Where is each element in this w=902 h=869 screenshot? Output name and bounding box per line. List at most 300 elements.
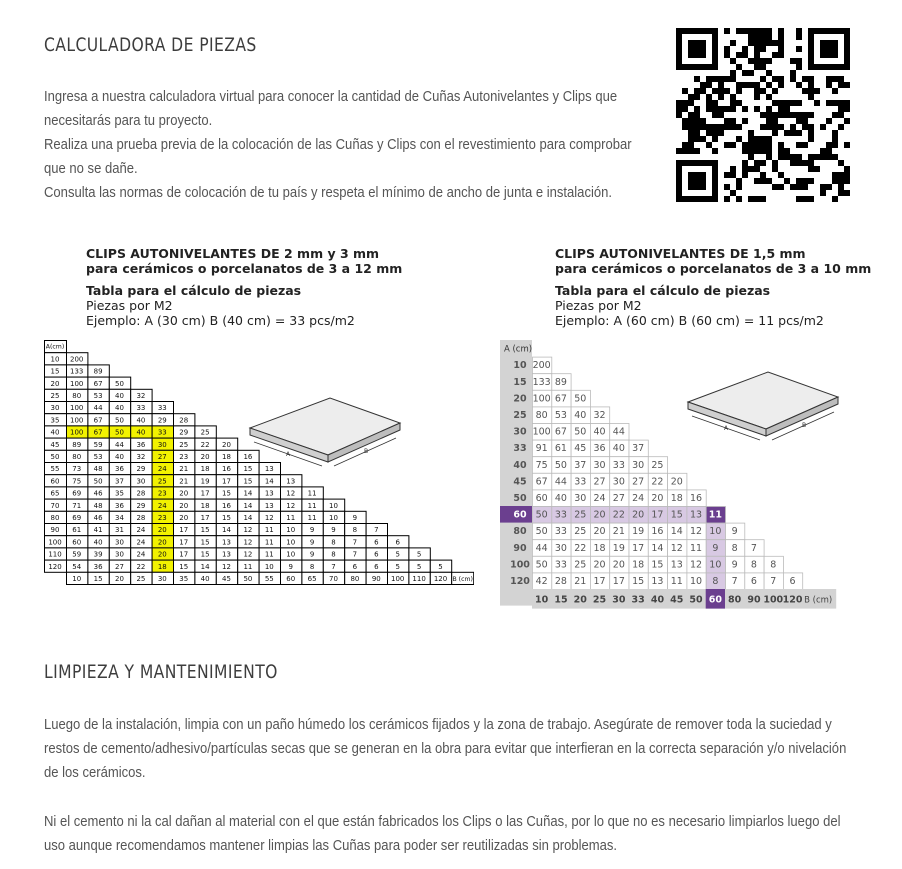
table1-cell-value: 46 <box>93 489 103 498</box>
table1-cell-value: 6 <box>374 550 379 559</box>
cleaning-line-1: Luego de la instalación, limpia con un paño húmedo los cerámicos fijados y la zona de trabajo. Asegúrate de remover toda la suciedad y <box>44 716 832 733</box>
table1-row-label: 25 <box>50 392 60 400</box>
table1-cell-value: 30 <box>115 550 124 559</box>
clips-1-5mm-table <box>500 340 862 614</box>
table1-cell-value: 89 <box>72 440 82 449</box>
table1-cell-value: 12 <box>243 526 253 535</box>
table1-cell-value: 36 <box>115 465 124 474</box>
table2-cell-value: 13 <box>670 559 683 571</box>
table1-cell-value: 80 <box>72 453 82 461</box>
table2-cell-value: 20 <box>651 493 664 504</box>
table2-cell-value: 17 <box>651 509 664 521</box>
table1-row-label: 10 <box>50 355 60 364</box>
table1-cell-value: 100 <box>70 379 84 388</box>
table2-cell-value: 44 <box>612 426 625 438</box>
table1-cell-value: 73 <box>72 465 82 474</box>
table2-cell-value: 20 <box>593 509 606 521</box>
svg-text:A: A <box>286 451 291 458</box>
table2-cell-value: 24 <box>593 493 606 504</box>
table1-cell-value: 20 <box>222 440 231 449</box>
table1-cell-value: 44 <box>115 440 124 449</box>
table2-cell-value: 32 <box>593 410 606 421</box>
table2-cell-value: 19 <box>632 526 645 538</box>
table1-cell-value: 53 <box>93 453 103 461</box>
table1-cell-value: 18 <box>200 465 210 474</box>
table1-cell-value: 14 <box>264 477 274 486</box>
table1-cell-value: 12 <box>243 538 253 547</box>
table1-cell-value: 29 <box>179 428 189 437</box>
intro-line-1: Ingresa a nuestra calculadora virtual para conocer la cantidad de Cuñas Autonivelantes y Clips que <box>44 88 618 105</box>
table2-cell-value: 200 <box>532 360 551 372</box>
table2-col-label: 80 <box>728 594 742 606</box>
table1-cell-value: 50 <box>93 477 103 486</box>
table2-cell-value: 20 <box>670 476 683 488</box>
table1-cell-value: 30 <box>115 538 124 547</box>
table1-cell-value: 59 <box>93 440 103 449</box>
table2-cell-value: 42 <box>535 576 548 587</box>
table1-cell-value: 15 <box>200 538 210 547</box>
table1-cell-value: 15 <box>222 489 231 498</box>
table1-cell-value: 5 <box>416 550 422 559</box>
table1-cell-value: 60 <box>72 538 82 547</box>
table2-cell-value: 67 <box>554 426 567 438</box>
table2-row-label: 100 <box>510 559 530 571</box>
table1-cell-value: 10 <box>329 501 338 510</box>
table2-cell-value: 16 <box>690 493 703 504</box>
table1-cell-value: 13 <box>264 465 274 474</box>
table2-cell-value: 45 <box>574 443 587 455</box>
table1-row-label: 60 <box>50 477 60 486</box>
table2-axis-b-label: B (cm) <box>804 595 833 606</box>
table2-cell-value: 8 <box>770 559 777 571</box>
table2-cell-value: 14 <box>670 526 683 538</box>
table1-cell-value: 7 <box>331 562 336 571</box>
clips-2-3mm-table <box>44 340 474 614</box>
table2-row-label: 60 <box>513 509 527 521</box>
table2-cell-value: 11 <box>670 576 683 587</box>
table1-col-label: 45 <box>222 575 231 583</box>
table1-cell-value: 15 <box>222 514 231 522</box>
table1-cell-value: 33 <box>136 404 146 413</box>
table1-cell-value: 13 <box>222 538 231 547</box>
table2-cell-value: 60 <box>535 493 548 504</box>
table2-cell-value: 10 <box>709 526 722 538</box>
table1-cell-value: 67 <box>93 379 103 388</box>
table2-col-label: 15 <box>554 594 568 606</box>
table1-cell-value: 13 <box>286 477 296 486</box>
table1-cell-value: 20 <box>157 526 167 535</box>
table2-cell-value: 22 <box>612 509 625 521</box>
table1-cell-value: 10 <box>329 514 338 522</box>
table1-cell-value: 31 <box>115 526 124 535</box>
table2-cell-value: 21 <box>574 576 587 587</box>
table2-col-label: 40 <box>650 594 665 606</box>
table1-cell-value: 28 <box>136 489 146 498</box>
table1-cell-value: 20 <box>200 453 210 461</box>
table1-cell-value: 20 <box>179 514 189 522</box>
table2-cell-value: 11 <box>690 542 703 554</box>
table1-cell-value: 6 <box>374 538 379 547</box>
table1-cell-value: 29 <box>136 465 146 474</box>
table2-tile-illustration <box>688 372 838 440</box>
table1-cell-value: 10 <box>286 526 296 535</box>
table2-cell-value: 25 <box>574 509 587 521</box>
intro-line-5: Consulta las normas de colocación de tu país y respeta el mínimo de ancho de junta e instalación. <box>44 184 613 201</box>
table2-row-label: 30 <box>513 426 527 438</box>
table2-cell-value: 12 <box>690 559 703 571</box>
table2-col-label: 90 <box>747 594 761 606</box>
table2-cell-value: 27 <box>612 493 625 504</box>
table1-cell-value: 29 <box>157 416 167 425</box>
table1-cell-value: 29 <box>136 501 146 510</box>
table2-row-label: 50 <box>513 493 527 504</box>
table1-col-label: 120 <box>433 575 448 583</box>
table1-cell-value: 69 <box>72 514 82 522</box>
table2-col-label: 60 <box>708 594 722 606</box>
table1-col-label: 35 <box>179 575 189 583</box>
table2-row-label: 10 <box>513 360 527 372</box>
svg-text:B: B <box>802 422 807 429</box>
table1-cell-value: 21 <box>179 477 189 486</box>
table1-cell-value: 20 <box>179 501 189 510</box>
intro-line-4: que no se dañe. <box>44 160 138 177</box>
table2-cell-value: 25 <box>574 526 587 538</box>
table1-cell-value: 36 <box>136 440 146 449</box>
table1-cell-value: 16 <box>222 465 231 474</box>
table1-row-label: 100 <box>48 538 62 547</box>
table1-cell-value: 9 <box>309 538 315 547</box>
table2-cell-value: 27 <box>593 476 606 488</box>
table1-note-1: Piezas por M2 <box>86 298 173 313</box>
table2-cell-value: 37 <box>574 459 587 471</box>
table1-col-label: 110 <box>412 575 426 583</box>
table1-row-label: 90 <box>50 526 60 535</box>
table1-cells <box>45 341 474 585</box>
table1-cell-value: 9 <box>288 562 293 571</box>
table2-cell-value: 20 <box>593 526 606 538</box>
table1-cell-value: 18 <box>157 562 167 571</box>
table1-row-label: 20 <box>50 379 60 388</box>
table2-cell-value: 15 <box>651 559 664 571</box>
table1-cell-value: 9 <box>352 514 358 522</box>
table1-cell-value: 100 <box>70 404 84 413</box>
table2-row-label: 25 <box>513 410 527 421</box>
table1-cell-value: 50 <box>115 428 124 437</box>
table1-cell-value: 11 <box>307 501 317 510</box>
table1-cell-value: 40 <box>93 538 103 547</box>
table1-cell-value: 24 <box>157 501 167 510</box>
table1-cell-value: 12 <box>243 550 253 559</box>
table1-col-label: 70 <box>329 575 338 583</box>
table2-cell-value: 9 <box>712 542 719 554</box>
table2-cell-value: 25 <box>574 559 587 571</box>
table1-cell-value: 80 <box>72 392 82 400</box>
table2-row-label: 40 <box>513 459 527 471</box>
table2-note-1: Piezas por M2 <box>555 298 642 313</box>
table1-cell-value: 12 <box>264 514 274 522</box>
table1-row-label: 120 <box>48 562 62 571</box>
section-title-calculadora: CALCULADORA DE PIEZAS <box>44 34 257 56</box>
table1-cell-value: 33 <box>157 428 167 437</box>
table1-cell-value: 25 <box>200 428 210 437</box>
table2-cell-value: 75 <box>535 459 548 471</box>
table1-cell-value: 11 <box>264 538 274 547</box>
table1-cell-value: 40 <box>115 392 124 400</box>
table1-cell-value: 11 <box>307 514 317 522</box>
table2-cell-value: 17 <box>632 542 645 554</box>
table1-cell-value: 40 <box>136 428 146 437</box>
table2-cell-value: 22 <box>651 476 664 488</box>
table1-col-label: 80 <box>350 575 360 583</box>
table2-cell-value: 20 <box>593 559 606 571</box>
table1-cell-value: 15 <box>243 477 253 486</box>
table1-cell-value: 11 <box>286 514 296 522</box>
table2-row-label: 15 <box>513 376 527 388</box>
table1-cell-value: 15 <box>179 562 189 571</box>
table1-cell-value: 25 <box>157 477 167 486</box>
table1-heading <box>86 246 402 328</box>
table1-col-label: 50 <box>243 575 253 583</box>
table1-cell-value: 27 <box>157 453 167 461</box>
table1-cell-value: 9 <box>309 550 315 559</box>
table1-cell-value: 6 <box>395 538 400 547</box>
table1-cell-value: 23 <box>179 453 189 461</box>
table1-cell-value: 14 <box>200 562 210 571</box>
table2-cell-value: 30 <box>632 459 645 471</box>
table2-col-label: 30 <box>612 594 626 606</box>
table1-col-label: 20 <box>115 575 124 583</box>
table1-cell-value: 16 <box>222 501 231 510</box>
table2-cell-value: 133 <box>532 376 551 388</box>
table1-cell-value: 17 <box>200 514 210 522</box>
table1-cell-value: 67 <box>93 428 103 437</box>
table1-cell-value: 23 <box>157 489 167 498</box>
table1-cell-value: 7 <box>352 538 358 547</box>
table1-cell-value: 50 <box>115 416 124 425</box>
table1-subtitle: Tabla para el cálculo de piezas <box>86 283 302 298</box>
table1-cell-value: 9 <box>309 526 315 535</box>
table1-col-label: 90 <box>371 575 381 583</box>
table2-cell-value: 40 <box>574 410 587 421</box>
table2-cell-value: 9 <box>731 526 738 538</box>
table2-col-label: 25 <box>592 594 607 606</box>
table1-cell-value: 30 <box>157 440 167 449</box>
table2-cell-value: 50 <box>554 459 567 471</box>
table2-cell-value: 50 <box>535 526 548 538</box>
table2-cell-value: 30 <box>554 542 567 554</box>
table1-cell-value: 22 <box>200 440 210 449</box>
table1-cell-value: 41 <box>93 526 103 535</box>
cleaning-line-5: uso aunque recomendamos mantener limpias las Cuñas para poder ser reutilizadas sin problemas. <box>44 837 618 854</box>
table1-cell-value: 16 <box>243 453 253 461</box>
table2-note-2: Ejemplo: A (60 cm) B (60 cm) = 11 pcs/m2 <box>555 313 824 328</box>
table1-row-label: 40 <box>50 428 60 437</box>
table1-col-label: 55 <box>264 575 274 583</box>
table2-cell-value: 50 <box>574 426 587 438</box>
table2-cell-value: 20 <box>612 559 625 571</box>
table1-cell-value: 36 <box>115 501 124 510</box>
table1-cell-value: 34 <box>115 514 124 522</box>
table1-cell-value: 40 <box>115 453 124 461</box>
table1-cell-value: 50 <box>115 379 124 388</box>
table1-cell-value: 5 <box>416 562 422 571</box>
table2-col-label: 120 <box>782 594 803 606</box>
table2-cell-value: 12 <box>670 542 683 554</box>
table2-cell-value: 20 <box>632 509 645 521</box>
table1-cell-value: 59 <box>72 550 82 559</box>
table1-cell-value: 89 <box>93 367 103 376</box>
table1-cell-value: 13 <box>264 489 274 498</box>
table1-row-label: 50 <box>50 453 60 461</box>
table2-cell-value: 22 <box>574 542 587 554</box>
table2-col-label: 20 <box>573 594 587 606</box>
svg-text:B: B <box>364 448 369 455</box>
table1-cell-value: 39 <box>93 550 103 559</box>
table1-col-label: 30 <box>157 575 167 583</box>
table1-cell-value: 5 <box>438 562 443 571</box>
table1-col-label: 25 <box>136 575 146 583</box>
table2-cell-value: 44 <box>554 476 567 488</box>
table2-cell-value: 14 <box>651 542 664 554</box>
table2-row-label: 33 <box>513 443 527 455</box>
table2-title-line2: para cerámicos o porcelanatos de 3 a 10 mm <box>555 261 872 276</box>
table2-cell-value: 27 <box>632 476 645 488</box>
table2-row-label: 90 <box>513 542 527 554</box>
table1-axis-b-label: B (cm) <box>452 576 473 583</box>
table1-cell-value: 69 <box>72 489 82 498</box>
table1-cell-value: 32 <box>136 453 146 461</box>
table1-cell-value: 67 <box>93 416 103 425</box>
table1-cell-value: 11 <box>264 550 274 559</box>
table1-cell-value: 11 <box>243 562 253 571</box>
table1-cell-value: 36 <box>93 562 103 571</box>
table1-cell-value: 10 <box>264 562 274 571</box>
table1-cell-value: 100 <box>70 416 84 425</box>
table2-cell-value: 89 <box>554 376 567 388</box>
table1-cell-value: 133 <box>70 367 84 376</box>
table1-cell-value: 8 <box>352 526 358 535</box>
table1-cell-value: 8 <box>331 550 336 559</box>
table1-note-2: Ejemplo: A (30 cm) B (40 cm) = 33 pcs/m2 <box>86 313 355 328</box>
table1-cell-value: 6 <box>374 562 379 571</box>
table1-cell-value: 75 <box>72 477 82 486</box>
table1-cell-value: 12 <box>286 489 296 498</box>
table1-cell-value: 14 <box>222 526 231 535</box>
table1-cell-value: 28 <box>136 514 146 522</box>
table1-cell-value: 200 <box>70 355 84 364</box>
table2-row-label: 45 <box>513 476 527 488</box>
table1-row-label: 30 <box>50 404 60 413</box>
table1-cell-value: 5 <box>395 550 400 559</box>
table2-col-label: 45 <box>670 594 684 606</box>
table2-cell-value: 7 <box>731 576 738 587</box>
table2-subtitle: Tabla para el cálculo de piezas <box>555 283 771 298</box>
table1-cell-value: 10 <box>286 538 296 547</box>
table2-cell-value: 8 <box>712 576 719 587</box>
intro-line-2: necesitarás para tu proyecto. <box>44 112 213 129</box>
table1-cell-value: 8 <box>309 562 315 571</box>
table1-row-label: 70 <box>50 501 60 510</box>
table2-cell-value: 33 <box>554 526 567 538</box>
table1-row-label: 80 <box>50 514 60 522</box>
table2-cell-value: 50 <box>535 559 548 571</box>
table1-cell-value: 100 <box>70 428 84 437</box>
table2-cell-value: 50 <box>535 509 548 521</box>
table1-cell-value: 17 <box>179 550 189 559</box>
table1-cell-value: 53 <box>93 392 103 400</box>
table1-cell-value: 24 <box>136 550 146 559</box>
table1-cell-value: 27 <box>115 562 124 571</box>
table1-cell-value: 35 <box>115 489 124 498</box>
table1-cell-value: 30 <box>136 477 146 486</box>
table2-cell-value: 6 <box>789 576 796 587</box>
cleaning-line-2: restos de cemento/adhesivo/partículas secas que se generan en la obra para evitar que interfieran en la correcta separación y/o nivelación <box>44 740 847 757</box>
table1-cell-value: 18 <box>200 501 210 510</box>
table2-cell-value: 61 <box>554 443 567 455</box>
table1-row-label: 55 <box>50 465 60 474</box>
table1-cell-value: 15 <box>200 550 210 559</box>
table1-cell-value: 20 <box>179 489 189 498</box>
table1-cell-value: 19 <box>200 477 210 486</box>
table2-cell-value: 100 <box>532 426 551 438</box>
table2-cell-value: 30 <box>612 476 625 488</box>
table2-cell-value: 33 <box>554 509 567 521</box>
section-title-limpieza: LIMPIEZA Y MANTENIMIENTO <box>44 661 278 683</box>
table2-cell-value: 33 <box>574 476 587 488</box>
table1-cell-value: 46 <box>93 514 103 522</box>
table1-cell-value: 7 <box>374 526 379 535</box>
table1-cell-value: 23 <box>157 514 167 522</box>
table2-cell-value: 100 <box>532 393 551 405</box>
table2-corner-label: A (cm) <box>503 344 533 355</box>
table2-cell-value: 18 <box>632 559 645 571</box>
table2-col-label: 33 <box>631 594 645 606</box>
table2-cell-value: 33 <box>554 559 567 571</box>
table1-cell-value: 28 <box>179 416 189 425</box>
table1-cell-value: 17 <box>179 538 189 547</box>
table1-cell-value: 44 <box>93 404 103 413</box>
table1-row-label: 35 <box>50 416 60 425</box>
table1-tile-illustration <box>250 398 400 466</box>
table2-cell-value: 37 <box>632 443 645 455</box>
table2-cell-value: 15 <box>670 509 683 521</box>
table1-cell-value: 17 <box>200 489 210 498</box>
table1-cell-value: 7 <box>352 550 358 559</box>
table2-cell-value: 13 <box>690 509 703 521</box>
table2-cell-value: 18 <box>593 542 606 554</box>
table1-corner-label: A(cm) <box>45 343 65 351</box>
table1-cell-value: 6 <box>352 562 358 571</box>
table1-cell-value: 25 <box>179 440 189 449</box>
table2-cell-value: 91 <box>535 443 548 455</box>
table2-cell-value: 44 <box>535 542 548 554</box>
table2-cell-value: 67 <box>554 393 567 405</box>
table1-cell-value: 20 <box>157 550 167 559</box>
qr-code-icon[interactable] <box>676 28 850 202</box>
table1-cell-value: 48 <box>93 501 103 510</box>
svg-text:A: A <box>724 425 729 432</box>
table1-cell-value: 8 <box>331 538 336 547</box>
table1-cell-value: 24 <box>136 526 146 535</box>
table2-cell-value: 15 <box>632 576 645 587</box>
table2-cell-value: 13 <box>651 576 664 587</box>
table2-row-label: 80 <box>513 526 527 538</box>
intro-line-3: Realiza una prueba previa de la colocación de las Cuñas y Clips con el revestimiento para comprobar <box>44 136 632 153</box>
table2-cell-value: 33 <box>612 459 625 471</box>
table2-col-label: 50 <box>689 594 703 606</box>
table1-cell-value: 12 <box>222 562 231 571</box>
table1-cell-value: 37 <box>115 477 124 486</box>
